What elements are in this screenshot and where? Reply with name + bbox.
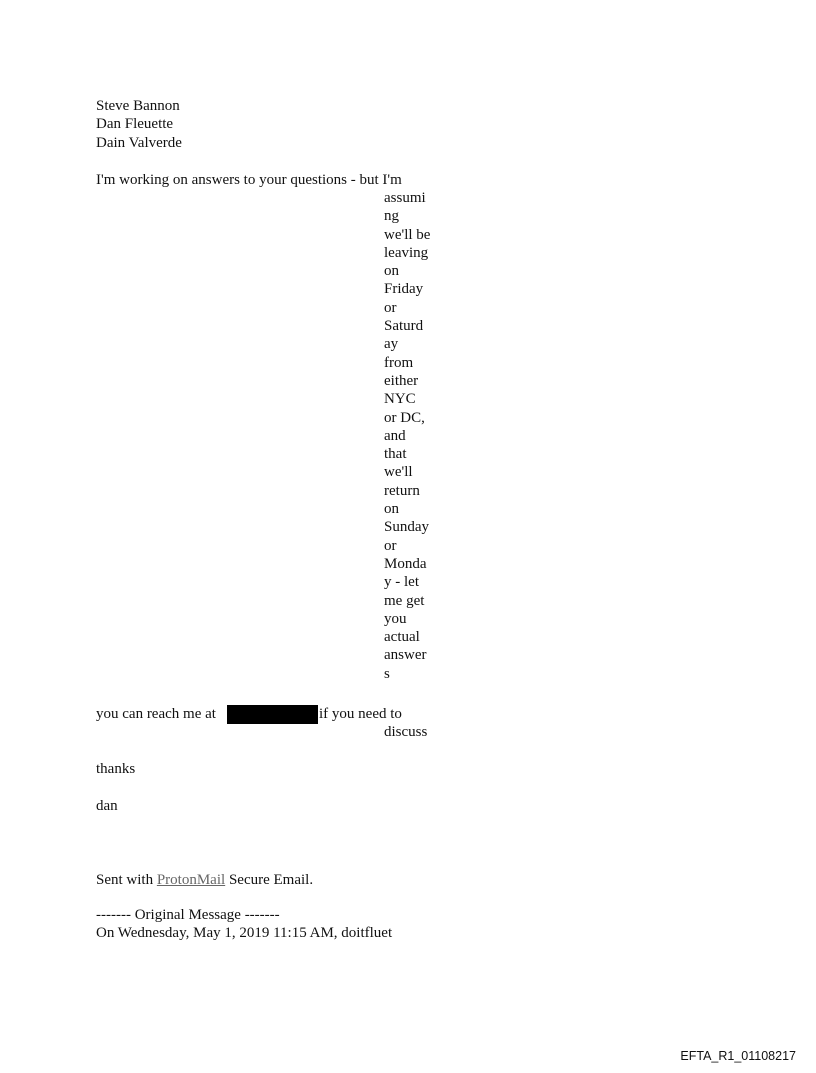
reach-continuation: discuss <box>384 724 428 740</box>
wrapped-word: s <box>384 665 390 682</box>
wrapped-word: Friday <box>384 281 424 298</box>
wrapped-word: on <box>384 501 399 518</box>
wrapped-word: that <box>384 446 407 463</box>
wrapped-word: you <box>384 610 407 627</box>
document-id-footer: EFTA_R1_01108217 <box>680 1049 796 1063</box>
wrapped-word: y - let <box>384 574 419 591</box>
wrapped-word: on <box>384 263 399 280</box>
wrapped-word: and <box>384 427 406 444</box>
wrapped-word: or <box>384 299 397 316</box>
wrapped-text-column <box>384 189 430 683</box>
wrapped-word: from <box>384 354 414 371</box>
intro-line: I'm working on answers to your questions - but I'm <box>96 172 402 188</box>
wrapped-word: assumi <box>384 190 426 206</box>
wrapped-word: me get <box>384 592 425 609</box>
protonmail-link[interactable]: ProtonMail <box>156 872 226 888</box>
wrapped-word: or DC, <box>384 409 425 426</box>
wrapped-word: actual <box>384 629 420 646</box>
signature-text: dan <box>96 798 118 814</box>
wrapped-word: Monda <box>384 555 427 572</box>
recipient-name: Steve Bannon <box>96 98 180 114</box>
wrapped-word: we'll be <box>384 226 431 243</box>
sent-with-line <box>96 871 313 889</box>
recipient-name: Dain Valverde <box>96 134 182 151</box>
wrapped-word: return <box>384 482 420 499</box>
wrapped-word: NYC <box>384 391 416 408</box>
wrapped-word: either <box>384 372 419 389</box>
wrapped-word: we'll <box>384 464 413 481</box>
wrapped-word: answer <box>384 647 427 664</box>
wrapped-word: Sunday <box>384 519 429 536</box>
recipient-list <box>96 97 182 152</box>
wrapped-word: or <box>384 537 397 554</box>
sent-with-suffix: Secure Email. <box>225 872 314 888</box>
wrapped-word: ng <box>384 208 399 225</box>
sent-with-prefix: Sent with <box>96 872 157 888</box>
redacted-phone-bar <box>227 705 318 724</box>
closing-text: thanks <box>96 761 136 777</box>
wrapped-word: ay <box>384 336 399 353</box>
original-message-line: On Wednesday, May 1, 2019 11:15 AM, doitfluet <box>96 925 393 941</box>
wrapped-word: Saturd <box>384 318 424 335</box>
original-message-header: ------- Original Message ------- <box>96 907 280 923</box>
reach-prefix: you can reach me at <box>96 706 216 722</box>
recipient-name: Dan Fleuette <box>96 116 174 133</box>
wrapped-word: leaving <box>384 244 429 261</box>
reach-suffix: if you need to <box>319 706 402 722</box>
